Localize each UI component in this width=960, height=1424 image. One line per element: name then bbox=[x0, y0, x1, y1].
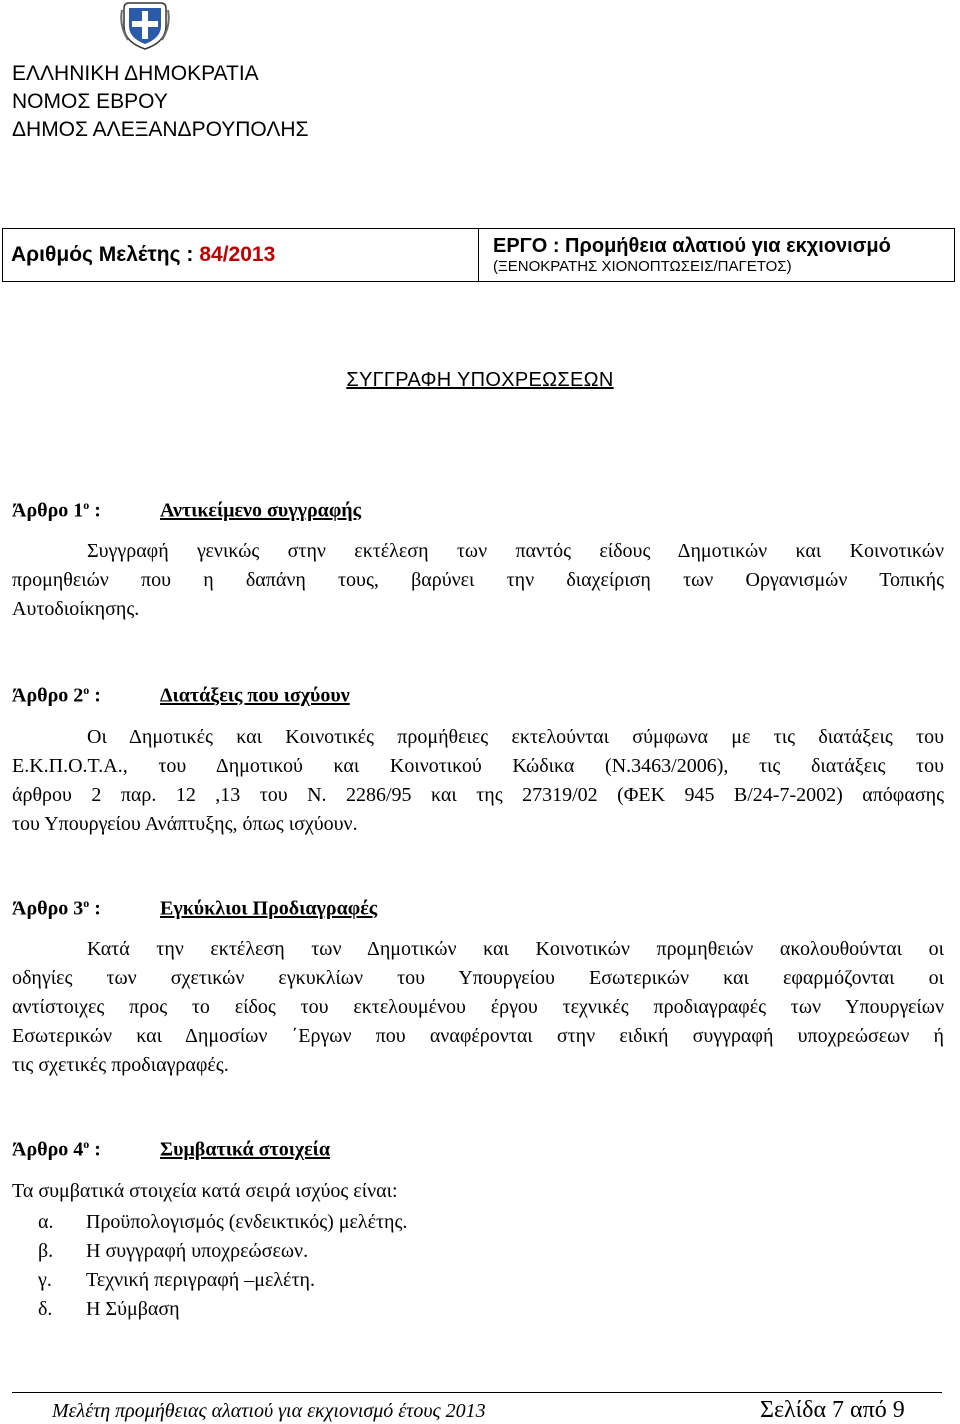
study-info-box bbox=[2, 228, 955, 282]
footer-divider bbox=[12, 1392, 942, 1393]
article-3-line-1: Κατά την εκτέλεση των Δημοτικών και Κοινοτικών προμηθειών ακολουθούνται οι bbox=[87, 938, 944, 960]
list-item-text: Προϋπολογισμός (ενδεικτικός) μελέτης. bbox=[86, 1211, 408, 1233]
list-item-marker: γ. bbox=[38, 1269, 52, 1291]
article-2-heading bbox=[12, 683, 350, 708]
article-1-label: Άρθρο 1 bbox=[12, 499, 84, 522]
article-3-heading bbox=[12, 896, 377, 921]
project-subtitle: (ΞΕΝΟΚΡΑΤΗΣ ΧΙΟΝΟΠΤΩΣΕΙΣ/ΠΑΓΕΤΟΣ) bbox=[493, 258, 792, 275]
list-item-text: Η συγγραφή υποχρεώσεων. bbox=[86, 1240, 309, 1262]
article-4-label: Άρθρο 4 bbox=[12, 1138, 84, 1161]
article-2-colon: : bbox=[89, 684, 101, 707]
contract-documents-list bbox=[38, 1208, 407, 1324]
article-1-line-3: Αυτοδιοίκησης. bbox=[12, 598, 140, 620]
study-number-cell bbox=[3, 229, 479, 281]
project-cell bbox=[479, 229, 954, 281]
article-2-body bbox=[12, 723, 944, 839]
list-item bbox=[38, 1295, 407, 1324]
project-title: ΕΡΓΟ : Προμήθεια αλατιού για εκχιονισμό bbox=[493, 235, 891, 257]
list-item-marker: β. bbox=[38, 1240, 54, 1262]
article-3-sup: ο bbox=[83, 896, 90, 910]
issuing-authority bbox=[12, 60, 309, 144]
article-2-label: Άρθρο 2 bbox=[12, 684, 84, 707]
article-1-line-1: Συγγραφή γενικώς στην εκτέλεση των παντός είδους Δημοτικών και Κοινοτικών bbox=[87, 540, 944, 562]
study-number-label: Αριθμός Μελέτης : bbox=[11, 243, 194, 266]
article-2-line-2: Ε.Κ.Π.Ο.Τ.Α., του Δημοτικού και Κοινοτικού Κώδικα (Ν.3463/2006), τις διατάξεις του bbox=[12, 755, 944, 777]
article-4-intro: Τα συμβατικά στοιχεία κατά σειρά ισχύος είναι: bbox=[12, 1180, 398, 1202]
article-1-sup: ο bbox=[83, 498, 90, 512]
list-item bbox=[38, 1266, 407, 1295]
list-item-text: Η Σύμβαση bbox=[86, 1298, 180, 1320]
article-3-title: Εγκύκλιοι Προδιαγραφές bbox=[160, 897, 378, 920]
list-item-marker: α. bbox=[38, 1211, 54, 1233]
article-3-line-3: αντίστοιχες προς το είδος του εκτελουμένου έργου τεχνικές προδιαγραφές των Υπουργείων bbox=[12, 996, 944, 1018]
footer-page-number: Σελίδα 7 από 9 bbox=[760, 1397, 905, 1423]
article-2-line-1: Οι Δημοτικές και Κοινοτικές προμήθειες εκτελούνται σύμφωνα με τις διατάξεις του bbox=[87, 726, 944, 748]
authority-country: ΕΛΛΗΝΙΚΗ ΔΗΜΟΚΡΑΤΙΑ bbox=[12, 62, 259, 85]
article-3-label: Άρθρο 3 bbox=[12, 897, 84, 920]
article-2-title: Διατάξεις που ισχύουν bbox=[160, 684, 350, 707]
list-item bbox=[38, 1208, 407, 1237]
article-1-body bbox=[12, 537, 944, 624]
article-3-line-4: Εσωτερικών και Δημοσίων ΄Εργων που αναφέρονται στην ειδική συγγραφή υποχρεώσεων ή bbox=[12, 1025, 944, 1047]
article-1-colon: : bbox=[89, 499, 101, 522]
article-2-line-4: του Υπουργείου Ανάπτυξης, όπως ισχύουν. bbox=[12, 813, 358, 835]
article-3-line-2: οδηγίες των σχετικών εγκυκλίων του Υπουργείου Εσωτερικών και εφαρμόζονται οι bbox=[12, 967, 944, 989]
list-item-marker: δ. bbox=[38, 1298, 53, 1320]
article-2-sup: ο bbox=[83, 683, 90, 697]
list-item bbox=[38, 1237, 407, 1266]
article-1-line-2: προμηθειών που η δαπάνη τους, βαρύνει την διαχείριση των Οργανισμών Τοπικής bbox=[12, 569, 944, 591]
footer-study-title: Μελέτη προμήθειας αλατιού για εκχιονισμό έτους 2013 bbox=[52, 1400, 486, 1422]
study-number-value: 84/2013 bbox=[199, 243, 276, 266]
article-3-body bbox=[12, 935, 944, 1080]
authority-municipality: ΔΗΜΟΣ ΑΛΕΞΑΝΔΡΟΥΠΟΛΗΣ bbox=[12, 118, 309, 141]
article-4-title: Συμβατικά στοιχεία bbox=[160, 1138, 331, 1161]
document-title: ΣΥΓΓΡΑΦΗ ΥΠΟΧΡΕΩΣΕΩΝ bbox=[346, 369, 614, 391]
article-1-heading bbox=[12, 498, 361, 523]
article-1-title: Αντικείμενο συγγραφής bbox=[160, 499, 362, 522]
article-3-colon: : bbox=[89, 897, 101, 920]
article-2-line-3: άρθρου 2 παρ. 12 ,13 του Ν. 2286/95 και της 27319/02 (ΦΕΚ 945 Β/24-7-2002) απόφασης bbox=[12, 784, 944, 806]
list-item-text: Τεχνική περιγραφή –μελέτη. bbox=[86, 1269, 315, 1291]
authority-prefecture: ΝΟΜΟΣ ΕΒΡΟΥ bbox=[12, 90, 168, 113]
article-4-heading bbox=[12, 1137, 330, 1162]
article-4-colon: : bbox=[89, 1138, 101, 1161]
coat-of-arms-icon bbox=[118, 0, 172, 50]
article-4-sup: ο bbox=[83, 1137, 90, 1151]
article-3-line-5: τις σχετικές προδιαγραφές. bbox=[12, 1054, 229, 1076]
